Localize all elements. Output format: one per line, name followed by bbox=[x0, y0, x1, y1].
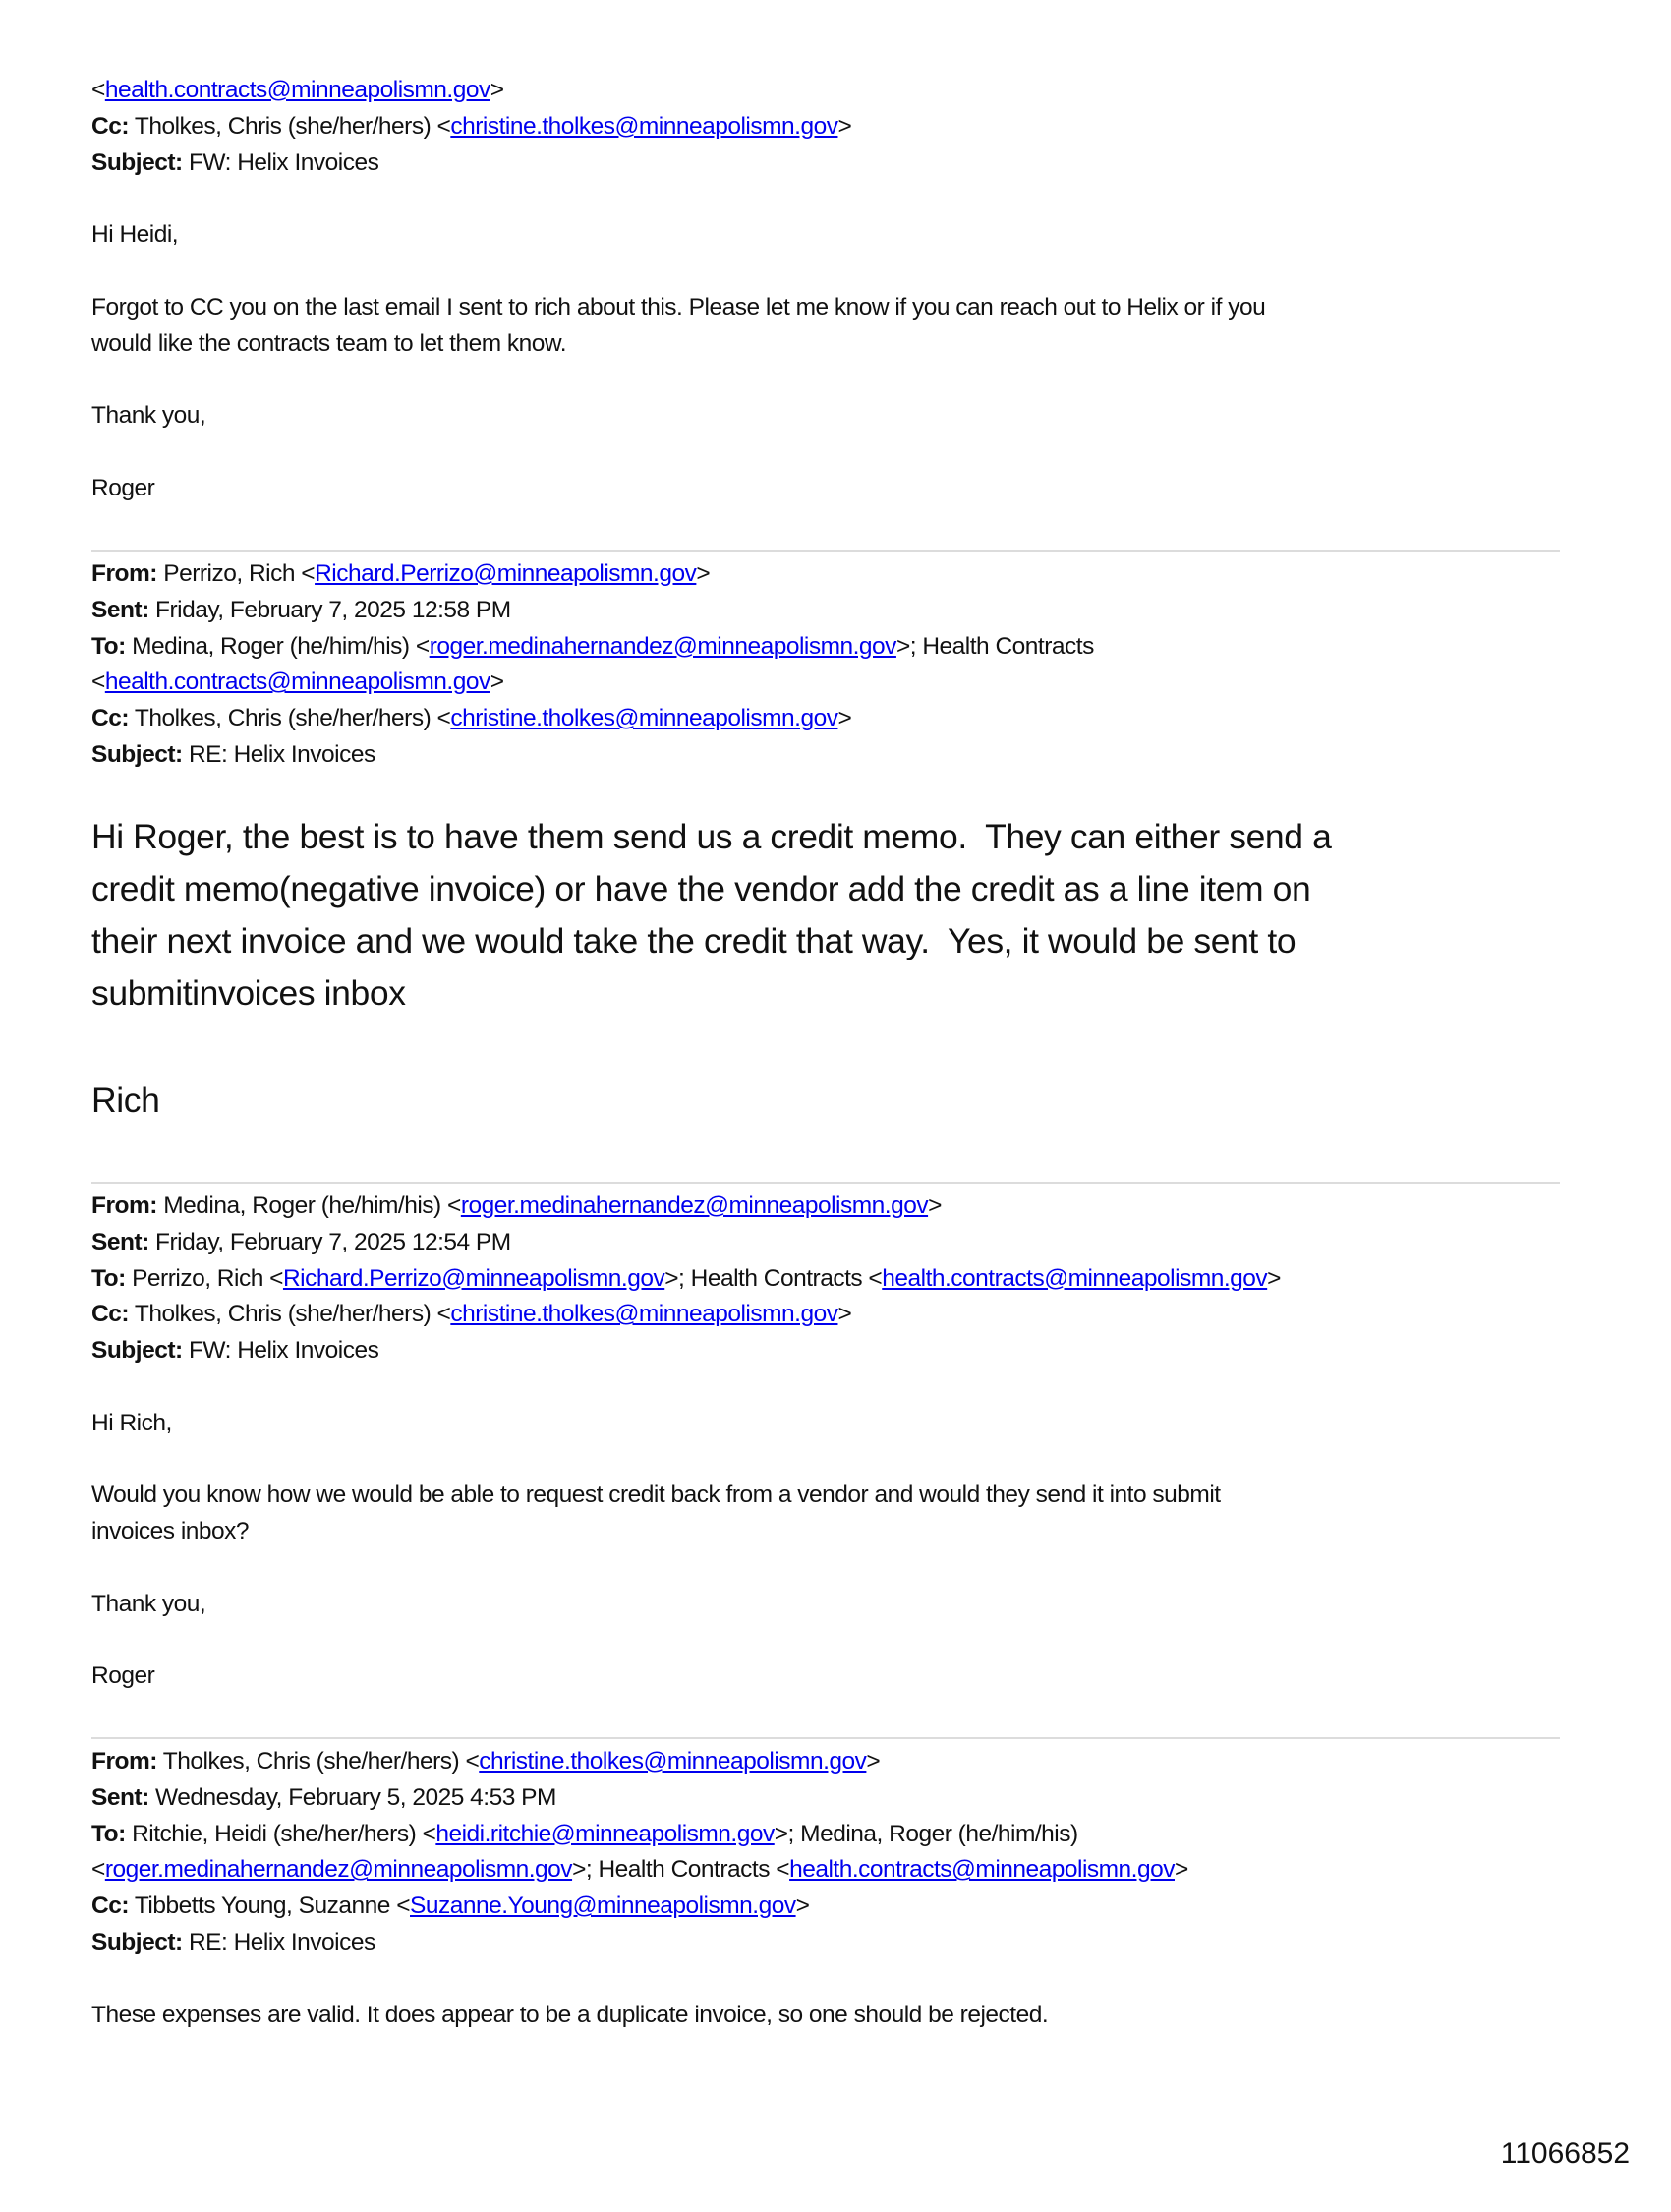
text: Forgot to CC you on the last email I sent to rich about this. Please let me know if you can reach out to Helix or if you bbox=[91, 293, 1266, 320]
text-line bbox=[91, 1225, 1281, 1261]
text: > bbox=[866, 1748, 881, 1775]
text: > bbox=[490, 669, 504, 696]
text-line bbox=[91, 1261, 1281, 1298]
text: Roger bbox=[91, 1662, 155, 1690]
text: Thank you, bbox=[91, 402, 206, 430]
text: Hi Heidi, bbox=[91, 221, 179, 249]
email-link[interactable]: heidi.ritchie@minneapolismn.gov bbox=[435, 1820, 775, 1847]
text: > bbox=[1175, 1856, 1188, 1884]
text-line bbox=[91, 73, 1265, 109]
text-line bbox=[91, 1659, 1281, 1695]
separator bbox=[91, 550, 1560, 552]
field-label: Subject: bbox=[91, 1928, 183, 1955]
blank-line bbox=[91, 435, 1265, 471]
text: invoices inbox? bbox=[91, 1518, 250, 1545]
field-label: To: bbox=[91, 1264, 126, 1292]
text: would like the contracts team to let them know. bbox=[91, 329, 567, 357]
email-body-rich bbox=[91, 811, 1331, 1019]
blank-line bbox=[91, 1369, 1281, 1406]
email-link[interactable]: roger.medinahernandez@minneapolismn.gov bbox=[429, 632, 896, 660]
email-chris bbox=[91, 1744, 1188, 2033]
text: Thank you, bbox=[91, 1590, 206, 1617]
text: Would you know how we would be able to request credit back from a vendor and would they send it into submit bbox=[91, 1482, 1221, 1509]
email-link[interactable]: Suzanne.Young@minneapolismn.gov bbox=[410, 1892, 796, 1920]
field-label: Sent: bbox=[91, 1783, 149, 1811]
text: Wednesday, February 5, 2025 4:53 PM bbox=[148, 1783, 556, 1811]
email-roger bbox=[91, 1189, 1281, 1695]
text-line bbox=[91, 398, 1265, 435]
email-link[interactable]: health.contracts@minneapolismn.gov bbox=[882, 1264, 1268, 1292]
text: These expenses are valid. It does appear to be a duplicate invoice, so one should be rejected. bbox=[91, 2001, 1049, 2028]
text-line bbox=[91, 629, 1094, 666]
email-link[interactable]: health.contracts@minneapolismn.gov bbox=[104, 669, 490, 696]
field-label: From: bbox=[91, 1748, 157, 1775]
separator bbox=[91, 1182, 1560, 1184]
field-label: Sent: bbox=[91, 596, 149, 623]
email-link[interactable]: health.contracts@minneapolismn.gov bbox=[104, 77, 490, 103]
text-line bbox=[91, 967, 1331, 1019]
text-line bbox=[91, 1189, 1281, 1225]
separator bbox=[91, 1737, 1560, 1739]
field-label: Cc: bbox=[91, 1892, 129, 1920]
text: Tholkes, Chris (she/her/hers) < bbox=[128, 1301, 451, 1328]
text-line bbox=[91, 1406, 1281, 1442]
email-link[interactable]: health.contracts@minneapolismn.gov bbox=[789, 1856, 1175, 1884]
text-line bbox=[91, 1817, 1188, 1853]
text-line bbox=[91, 811, 1331, 863]
text-line bbox=[91, 1514, 1281, 1550]
text: Hi Roger, the best is to have them send us a credit memo. They can either send a bbox=[91, 817, 1332, 856]
field-label: From: bbox=[91, 1193, 157, 1219]
text: >; Health Contracts bbox=[895, 632, 1094, 660]
text-line bbox=[91, 1587, 1281, 1623]
text: Tholkes, Chris (she/her/hers) < bbox=[156, 1748, 480, 1775]
text: >; Medina, Roger (he/him/his) bbox=[774, 1820, 1078, 1847]
text: Perrizo, Rich < bbox=[125, 1264, 283, 1292]
text: submitinvoices inbox bbox=[91, 973, 406, 1013]
email-link[interactable]: christine.tholkes@minneapolismn.gov bbox=[450, 1301, 838, 1328]
text-line bbox=[91, 1925, 1188, 1961]
text: Medina, Roger (he/him/his) < bbox=[156, 1193, 461, 1219]
email-link[interactable]: Richard.Perrizo@minneapolismn.gov bbox=[315, 560, 697, 587]
text-line bbox=[91, 1889, 1188, 1925]
field-label: Cc: bbox=[91, 112, 129, 140]
text-line bbox=[91, 665, 1094, 701]
text-line bbox=[91, 471, 1265, 507]
text: credit memo(negative invoice) or have the vendor add the credit as a line item on bbox=[91, 869, 1311, 908]
email-link[interactable]: christine.tholkes@minneapolismn.gov bbox=[450, 112, 838, 140]
text-line bbox=[91, 109, 1265, 146]
text-line bbox=[91, 1998, 1188, 2034]
text: RE: Helix Invoices bbox=[182, 740, 375, 768]
text-line bbox=[91, 915, 1331, 967]
text: < bbox=[91, 669, 105, 696]
blank-line bbox=[91, 181, 1265, 217]
email-signature-rich bbox=[91, 1075, 159, 1127]
field-label: Subject: bbox=[91, 1337, 183, 1365]
text: > bbox=[696, 560, 711, 587]
text-line bbox=[91, 737, 1094, 774]
field-label: Cc: bbox=[91, 705, 129, 732]
text-line bbox=[91, 593, 1094, 629]
text: Roger bbox=[91, 474, 155, 501]
blank-line bbox=[91, 254, 1265, 290]
text-line bbox=[91, 1780, 1188, 1817]
document-number: 11066852 bbox=[1500, 2137, 1630, 2170]
email-link[interactable]: roger.medinahernandez@minneapolismn.gov bbox=[104, 1856, 573, 1884]
field-label: To: bbox=[91, 632, 126, 660]
text: >; Health Contracts < bbox=[572, 1856, 790, 1884]
text: > bbox=[837, 112, 852, 140]
text: > bbox=[928, 1193, 942, 1219]
text-line bbox=[91, 1852, 1188, 1889]
text: RE: Helix Invoices bbox=[182, 1928, 375, 1955]
text-line bbox=[91, 701, 1094, 737]
text-line bbox=[91, 1744, 1188, 1780]
email-continuation bbox=[91, 73, 1265, 507]
text: FW: Helix Invoices bbox=[182, 148, 379, 176]
text: < bbox=[91, 77, 105, 103]
blank-line bbox=[91, 1442, 1281, 1479]
text: Tibbetts Young, Suzanne < bbox=[128, 1892, 410, 1920]
text-line bbox=[91, 1333, 1281, 1369]
text: > bbox=[837, 1301, 852, 1328]
text: Tholkes, Chris (she/her/hers) < bbox=[128, 705, 451, 732]
email-link[interactable]: roger.medinahernandez@minneapolismn.gov bbox=[460, 1193, 929, 1219]
text-line bbox=[91, 217, 1265, 254]
text: FW: Helix Invoices bbox=[182, 1337, 379, 1365]
email-header-rich bbox=[91, 556, 1094, 774]
text-line bbox=[91, 1297, 1281, 1333]
text: Medina, Roger (he/him/his) < bbox=[125, 632, 430, 660]
blank-line bbox=[91, 1550, 1281, 1587]
text-line bbox=[91, 146, 1265, 182]
text: > bbox=[490, 77, 504, 103]
email-link[interactable]: christine.tholkes@minneapolismn.gov bbox=[450, 705, 838, 732]
text: Rich bbox=[91, 1080, 160, 1120]
text-line bbox=[91, 1478, 1281, 1514]
text: > bbox=[1267, 1264, 1281, 1292]
text: Friday, February 7, 2025 12:58 PM bbox=[148, 596, 511, 623]
blank-line bbox=[91, 1961, 1188, 1998]
field-label: From: bbox=[91, 560, 157, 587]
text-line bbox=[91, 863, 1331, 915]
text-line bbox=[91, 1075, 159, 1127]
field-label: Sent: bbox=[91, 1228, 149, 1255]
text-line bbox=[91, 556, 1094, 593]
text-line bbox=[91, 326, 1265, 363]
blank-line bbox=[91, 1623, 1281, 1659]
text: Friday, February 7, 2025 12:54 PM bbox=[148, 1228, 511, 1255]
text: Ritchie, Heidi (she/her/hers) < bbox=[125, 1820, 436, 1847]
field-label: To: bbox=[91, 1820, 126, 1847]
field-label: Subject: bbox=[91, 740, 183, 768]
text: < bbox=[91, 1856, 105, 1884]
text: Hi Rich, bbox=[91, 1409, 172, 1436]
text: their next invoice and we would take the credit that way. Yes, it would be sent to bbox=[91, 921, 1296, 960]
blank-line bbox=[91, 362, 1265, 398]
field-label: Cc: bbox=[91, 1301, 129, 1328]
text: Perrizo, Rich < bbox=[156, 560, 316, 587]
text: > bbox=[837, 705, 852, 732]
text: >; Health Contracts < bbox=[664, 1264, 883, 1292]
text: > bbox=[795, 1892, 810, 1920]
text-line bbox=[91, 290, 1265, 326]
text: Tholkes, Chris (she/her/hers) < bbox=[128, 112, 451, 140]
field-label: Subject: bbox=[91, 148, 183, 176]
email-link[interactable]: christine.tholkes@minneapolismn.gov bbox=[479, 1748, 867, 1775]
email-link[interactable]: Richard.Perrizo@minneapolismn.gov bbox=[282, 1264, 665, 1292]
